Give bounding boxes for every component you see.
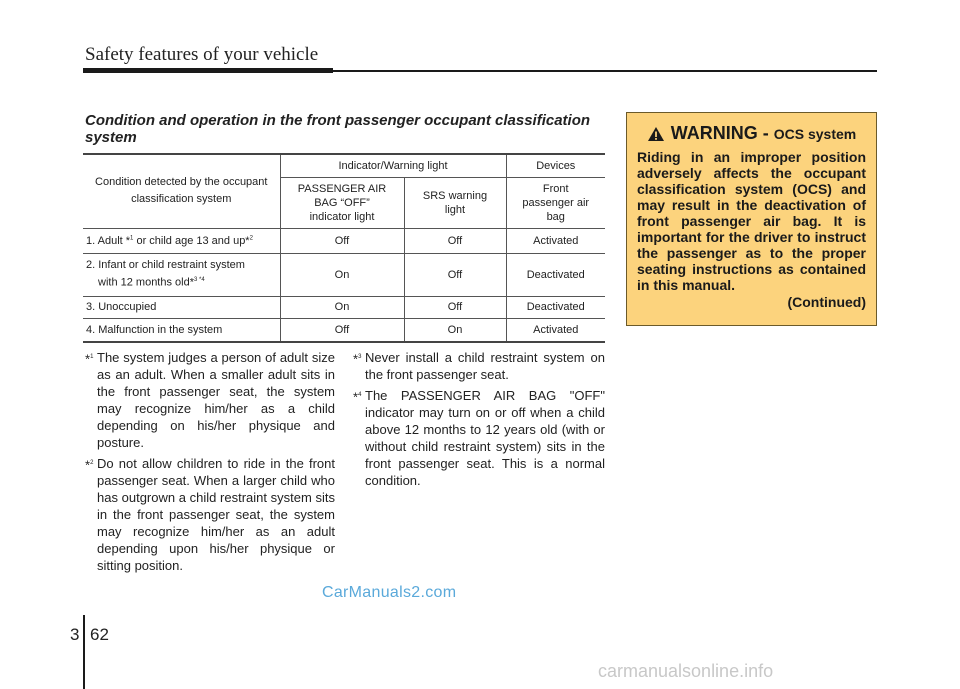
srs-cell: Off [404, 253, 506, 296]
condition-cell: 4. Malfunction in the system [83, 318, 280, 342]
airbag-cell: Activated [506, 318, 605, 342]
header-condition: Condition detected by the occupant classification system [83, 154, 280, 228]
header-srs-light: SRS warning light [404, 177, 506, 228]
airbag-light-cell: On [280, 296, 404, 318]
table-row [83, 228, 605, 253]
notes-left [85, 349, 335, 578]
airbag-light-cell: Off [280, 318, 404, 342]
footer-watermark[interactable]: carmanualsonline.info [598, 661, 774, 681]
header-devices: Devices [506, 154, 605, 177]
condition-cell: 2. Infant or child restraint system with 12 months old*$^{3 *4}$ [83, 253, 280, 296]
watermark-link[interactable]: CarManuals2.com [322, 584, 457, 601]
section-heading: Condition and operation in the front passenger occupant classification system [85, 112, 591, 146]
warning-body: Riding in an improper position adversely affects the occupant classification system (OCS) and may result in the deactivation of front passenger air bag. It is important for the driver to instruct the passenger as to the proper seating instructions as contained in this manual. [637, 149, 866, 293]
warning-label: WARNING - [670, 123, 769, 143]
airbag-cell: Deactivated [506, 296, 605, 318]
footnote-3: *$^3$ Never install a child restraint system on the front passenger seat. [353, 350, 605, 382]
srs-cell: Off [404, 228, 506, 253]
chapter-number: 3 [70, 625, 80, 644]
header-rule-thick [83, 68, 333, 73]
page-number: 62 [90, 625, 109, 644]
header-rule-thin [333, 70, 877, 72]
airbag-light-cell: On [280, 253, 404, 296]
airbag-cell: Activated [506, 228, 605, 253]
table-row [83, 253, 605, 296]
footnote-1: *$^1$ The system judges a person of adult size as an adult. When a smaller adult sits in the front passenger seat, the system may recognize him/her as a child depending on his/her physique and posture. [85, 350, 335, 450]
header-passenger-airbag-light: PASSENGER AIR BAG “OFF” indicator light [280, 177, 404, 228]
srs-cell: On [404, 318, 506, 342]
table-row [83, 296, 605, 318]
header-indicator-group: Indicator/Warning light [280, 154, 506, 177]
condition-cell: 3. Unoccupied [83, 296, 280, 318]
ocs-table [83, 153, 605, 343]
header-front-passenger-airbag: Front passenger air bag [506, 177, 605, 228]
warning-continued: (Continued) [787, 294, 866, 310]
warning-triangle-icon [647, 126, 665, 142]
condition-cell: 1. Adult *$^1$ or child age 13 and up*$^2$ [83, 228, 280, 253]
airbag-light-cell: Off [280, 228, 404, 253]
table-row [83, 318, 605, 342]
warning-box [626, 112, 877, 326]
warning-subtitle: OCS system [773, 125, 857, 142]
airbag-cell: Deactivated [506, 253, 605, 296]
footnote-4: *$^4$ The PASSENGER AIR BAG "OFF" indicator may turn on or off when a child above 12 months to 12 years old (with or without child restraint system) sits in the front passenger seat. This is a normal condition. [353, 388, 605, 488]
footnote-2: *$^2$ Do not allow children to ride in the front passenger seat. When a larger child who has outgrown a child restraint system sits in the front passenger seat, the system may recognize him/her as an adult depending upon his/her physique or sitting position. [85, 456, 335, 573]
header-title: Safety features of your vehicle [85, 44, 319, 65]
warning-title [637, 123, 866, 144]
notes-right [353, 349, 605, 493]
page-rule [83, 615, 85, 689]
srs-cell: Off [404, 296, 506, 318]
